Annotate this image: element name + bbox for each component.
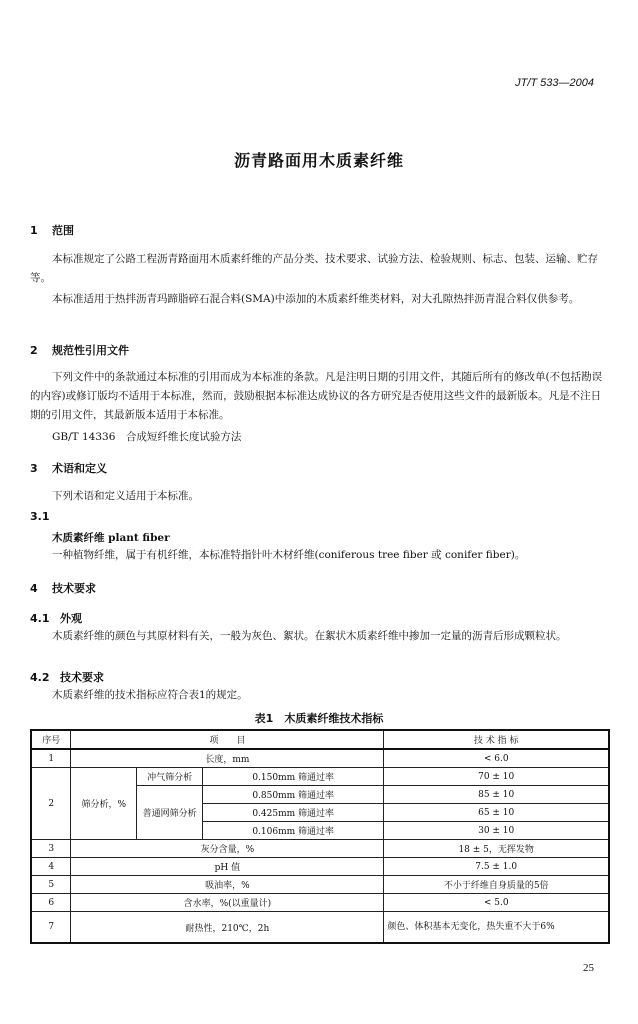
table-row — [31, 876, 609, 894]
row-item: 0.106mm 筛通过率 — [202, 822, 383, 840]
row-item: 耐热性，210℃，2h — [71, 912, 384, 944]
subsection-4-1-heading — [30, 610, 82, 626]
row-item: 灰分含量，% — [71, 840, 384, 858]
section-3-heading — [30, 460, 107, 476]
row-no: 6 — [31, 894, 71, 912]
section-number: 4.1 — [30, 612, 50, 625]
subsection-4-2-heading — [30, 669, 104, 685]
row-spec: 不小于纤维自身质量的5倍 — [384, 876, 609, 894]
section-1-paragraph-1: 本标准规定了公路工程沥青路面用木质素纤维的产品分类、技术要求、试验方法、检验规则、标志、包装、运输、贮存等。 — [30, 253, 598, 284]
row-spec: < 6.0 — [384, 749, 609, 768]
table-row — [31, 840, 609, 858]
term-label: 木质素纤维 plant fiber — [52, 532, 170, 544]
row-no: 1 — [31, 749, 71, 768]
page-number: 25 — [583, 962, 594, 974]
row-spec: 70 ± 10 — [384, 768, 609, 786]
normative-reference: GB/T 14336 合成短纤维长度试验方法 — [52, 431, 242, 443]
section-number: 2 — [30, 344, 38, 357]
section-4-heading — [30, 580, 96, 596]
table-row — [31, 912, 609, 944]
technical-spec-table — [30, 729, 610, 944]
table-header-row — [31, 730, 609, 749]
header-no: 序号 — [31, 730, 71, 749]
row-spec: 颜色、体积基本无变化，热失重不大于6% — [384, 912, 609, 944]
row-spec: < 5.0 — [384, 894, 609, 912]
section-title: 技术要求 — [60, 671, 104, 684]
header-spec: 技 术 指 标 — [384, 730, 609, 749]
table-caption: 表1 木质素纤维技术指标 — [254, 712, 384, 725]
row-no: 4 — [31, 858, 71, 876]
row-spec: 7.5 ± 1.0 — [384, 858, 609, 876]
row-no: 7 — [31, 912, 71, 944]
row-item: 吸油率，% — [71, 876, 384, 894]
air-sieve-label: 冲气筛分析 — [137, 768, 203, 786]
row-spec: 85 ± 10 — [384, 786, 609, 804]
section-title: 范围 — [52, 224, 74, 237]
standard-code: JT/T 533—2004 — [515, 77, 594, 89]
table-row — [31, 858, 609, 876]
row-item: 0.850mm 筛通过率 — [202, 786, 383, 804]
row-item: 0.150mm 筛通过率 — [202, 768, 383, 786]
row-no: 3 — [31, 840, 71, 858]
subsection-3-1-number: 3.1 — [30, 510, 50, 523]
section-2-paragraph: 下列文件中的条款通过本标准的引用而成为本标准的条款。凡是注明日期的引用文件，其随后所有的修改单(不包括勘误的内容)或修订版均不适用于本标准，然而，鼓励根据本标准达成协议的各方研究是否使用这些文件的最新版本。凡是不注日期的引用文件，其最新版本适用于本标准。 — [30, 371, 603, 421]
table-row — [31, 768, 609, 786]
row-spec: 65 ± 10 — [384, 804, 609, 822]
table-row — [31, 894, 609, 912]
mesh-sieve-label: 普通网筛分析 — [137, 786, 203, 840]
term-definition: 一种植物纤维，属于有机纤维，本标准特指针叶木材纤维(coniferous tree fiber 或 conifer fiber)。 — [52, 549, 526, 561]
section-4-2-paragraph: 木质素纤维的技术指标应符合表1的规定。 — [52, 689, 248, 701]
section-4-1-paragraph: 木质素纤维的颜色与其原材料有关，一般为灰色、絮状。在絮状木质素纤维中掺加一定量的沥青后形成颗粒状。 — [52, 630, 567, 642]
section-3-paragraph: 下列术语和定义适用于本标准。 — [52, 490, 199, 502]
section-number: 1 — [30, 224, 38, 237]
row-no: 2 — [31, 768, 71, 840]
row-item: 含水率，%(以重量计) — [71, 894, 384, 912]
row-no: 5 — [31, 876, 71, 894]
section-title: 规范性引用文件 — [52, 344, 129, 357]
section-title: 技术要求 — [52, 582, 96, 595]
row-item: 0.425mm 筛通过率 — [202, 804, 383, 822]
section-1-paragraph-2: 本标准适用于热拌沥青玛蹄脂碎石混合料(SMA)中添加的木质素纤维类材料，对大孔隙热拌沥青混合料仅供参考。 — [52, 293, 580, 305]
section-1-heading — [30, 222, 74, 238]
section-title: 外观 — [60, 612, 82, 625]
document-title: 沥青路面用木质素纤维 — [233, 151, 404, 170]
row-item: 长度，mm — [71, 749, 384, 768]
section-title: 术语和定义 — [52, 462, 107, 475]
section-number: 3 — [30, 462, 38, 475]
header-item: 项 目 — [71, 730, 384, 749]
table-row — [31, 749, 609, 768]
section-number: 4.2 — [30, 671, 50, 684]
section-number: 4 — [30, 582, 38, 595]
row-item: pH 值 — [71, 858, 384, 876]
section-2-heading — [30, 342, 129, 358]
row-spec: 18 ± 5，无挥发物 — [384, 840, 609, 858]
row-spec: 30 ± 10 — [384, 822, 609, 840]
sieve-group-label: 筛分析，% — [71, 768, 137, 840]
